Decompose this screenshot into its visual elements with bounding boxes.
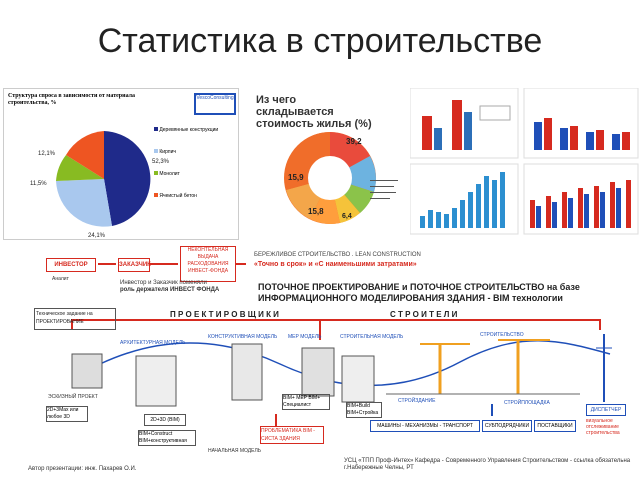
sketch-label: ЭСКИЗНЫЙ ПРОЕКТ bbox=[48, 394, 98, 400]
bar-charts-grid bbox=[410, 88, 640, 238]
lean-subtitle: «Точно в срок» и «С наименьшими затратами» bbox=[254, 261, 417, 268]
footer-right: УСЦ «ТПП Проф-Интех» Кафедра - Современного Управления Строительством - ссылка обязательна г.Набережные Челны, РТ bbox=[344, 458, 631, 471]
pie-chart-panel bbox=[3, 88, 239, 240]
slide-title: Статистика в строительстве bbox=[97, 22, 543, 60]
builders-label: С Т Р О И Т Е Л И bbox=[390, 310, 458, 319]
constr-model-label: КОНСТРУКТИВНАЯ МОДЕЛЬ bbox=[208, 334, 278, 340]
construction-label: СТРОИТЕЛЬСТВО bbox=[480, 332, 524, 338]
suppliers-box: ПОСТАВЩИКИ bbox=[534, 420, 576, 432]
machines-box: МАШИНЫ - МЕХАНИЗМЫ - ТРАНСПОРТ bbox=[370, 420, 480, 432]
pie-legend bbox=[154, 119, 218, 207]
legend-item: Кирпич bbox=[154, 141, 218, 163]
customer-box: ЗАКАЗЧИК bbox=[118, 258, 150, 272]
svg-text:24,1%: 24,1% bbox=[88, 233, 106, 239]
production-label: СТРОЙПЛОЩАДКА bbox=[504, 400, 550, 406]
svg-text:15,9: 15,9 bbox=[288, 173, 304, 182]
build-model-label: СТРОИТЕЛЬНАЯ МОДЕЛЬ bbox=[340, 334, 404, 340]
buildings-label: СТРОЙЗДАНИЕ bbox=[398, 398, 436, 404]
costs-box: НЕКОНТЕЛЬНАЯ ВЫДАЧА РАСХОДОВАНИЯ ИНВЕСТ-ФОНДА bbox=[180, 246, 236, 282]
right-note: визуальное отслеживание строительства bbox=[586, 418, 620, 436]
bim-construct-box: BIM+Construct BIM+конструктивная bbox=[138, 430, 196, 446]
svg-text:52,3%: 52,3% bbox=[152, 159, 170, 165]
donut-title: Из чего складывается стоимость жилья (%) bbox=[256, 94, 372, 130]
lean-title: БЕРЕЖЛИВОЕ СТРОИТЕЛЬСТВО . LEAN CONSTRUCTION bbox=[254, 252, 421, 258]
svg-text:39,2: 39,2 bbox=[346, 137, 362, 146]
legend-item: Ячеистый бетон bbox=[154, 185, 218, 207]
bim-mep-box: BIM+ MEP BIM+ Специалист bbox=[282, 394, 330, 410]
dispatcher-box: ДИСПЕТЧЕР bbox=[586, 404, 626, 416]
mep-model-label: МЕР МОДЕЛЬ bbox=[288, 334, 322, 340]
investor-note: Инвестор и Заказчик поменяли роль держателя ИНВЕСТ ФОНДА bbox=[120, 280, 220, 293]
investor-box: ИНВЕСТОР bbox=[46, 258, 96, 272]
svg-text:12,1%: 12,1% bbox=[38, 151, 56, 157]
svg-text:15,8: 15,8 bbox=[308, 207, 324, 216]
bim-build-box: BIM+Build BIM+Стройка bbox=[346, 402, 382, 418]
bim-2d3d-box: 2D+3D (BIM) bbox=[144, 414, 186, 426]
legend-item: Монолит bbox=[154, 163, 218, 185]
footer-left: Автор презентации: инж. Пахарев О.И. bbox=[28, 466, 137, 472]
analytics-label: Аналит bbox=[52, 276, 69, 282]
flow-title: ПОТОЧНОЕ ПРОЕКТИРОВАНИЕ и ПОТОЧНОЕ СТРОИТЕЛЬСТВО на базе ИНФОРМАЦИОННОГО МОДЕЛИРОВАНИЯ ЗДАНИЯ - BIM технологии bbox=[258, 282, 580, 303]
sketch-2d-box: 2D+3Max или любое 3D bbox=[46, 406, 88, 422]
bim-scheme bbox=[20, 244, 630, 464]
arch-model-label: АРХИТЕКТУРНАЯ МОДЕЛЬ bbox=[120, 340, 186, 346]
company-logo: VescoConsulting bbox=[194, 93, 236, 115]
initial-model-label: НАЧАЛЬНАЯ МОДЕЛЬ bbox=[208, 448, 262, 454]
donut-chart bbox=[252, 88, 402, 238]
donut-chart-panel bbox=[252, 88, 402, 238]
svg-text:6,4: 6,4 bbox=[342, 213, 352, 220]
pie-slice-wood bbox=[104, 131, 150, 226]
pie-title: Структура спроса в зависимости от материала строительства, % bbox=[8, 93, 136, 106]
legend-item: Деревянные конструкции bbox=[154, 119, 218, 141]
problems-box: ПРОБЛЕМАТИКА BIM - СИСТА ЗДАНИЯ bbox=[260, 426, 324, 444]
svg-text:11,5%: 11,5% bbox=[30, 181, 47, 187]
designers-label: П Р О Е К Т И Р О В Щ И К И bbox=[170, 310, 279, 319]
subcontractors-box: СУБПОДРЯДЧИКИ bbox=[482, 420, 532, 432]
tz-box: Техническое задание на ПРОЕКТИРОВАНИЕ bbox=[34, 308, 116, 330]
pie-slice-brick bbox=[56, 179, 112, 227]
